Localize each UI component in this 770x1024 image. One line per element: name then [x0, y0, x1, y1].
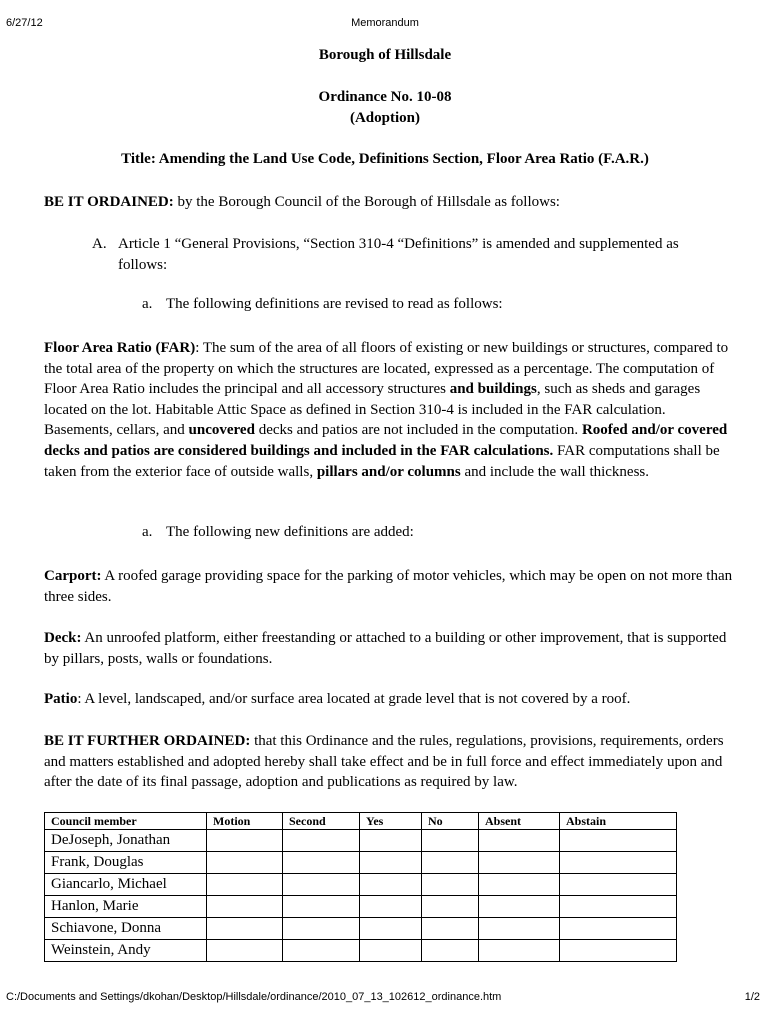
- item-a-marker: A.: [92, 236, 107, 252]
- carport-term: Carport:: [44, 568, 102, 584]
- vote-cell: [560, 918, 677, 940]
- column-header: Council member: [45, 813, 207, 830]
- council-member-name: Weinstein, Andy: [45, 940, 207, 962]
- vote-cell: [560, 874, 677, 896]
- print-date: 6/27/12: [6, 17, 43, 29]
- ordinance-title: Title: Amending the Land Use Code, Definitions Section, Floor Area Ratio (F.A.R.): [121, 151, 649, 167]
- vote-cell: [560, 830, 677, 852]
- vote-cell: [560, 940, 677, 962]
- table-row: [45, 830, 677, 852]
- column-header: Absent: [479, 813, 560, 830]
- table-row: [45, 918, 677, 940]
- ordained-text: by the Borough Council of the Borough of Hillsdale as follows:: [173, 194, 560, 210]
- vote-cell: [207, 918, 283, 940]
- further-ordained-label: BE IT FURTHER ORDAINED:: [44, 733, 251, 749]
- print-page-number: 1/2: [744, 991, 760, 1003]
- vote-cell: [422, 852, 479, 874]
- further-ordained-text: that this Ordinance and the rules, regulations, provisions, requirements, orders and matters established and adopted hereby shall take effect and be in full force and effect immediately upon and after the date of its final passage, adoption and publications as required by law.: [44, 733, 724, 791]
- vote-cell: [560, 896, 677, 918]
- item-a-text: Article 1 “General Provisions, “Section 310-4 “Definitions” is amended and supplemented as follows:: [118, 236, 679, 273]
- table-row: [45, 896, 677, 918]
- vote-cell: [283, 940, 360, 962]
- council-member-name: Schiavone, Donna: [45, 918, 207, 940]
- ordinance-number: Ordinance No. 10-08: [318, 89, 452, 105]
- far-text-5: and include the wall thickness.: [460, 463, 650, 480]
- column-header: Second: [283, 813, 360, 830]
- ordained-paragraph: [44, 192, 734, 213]
- print-title: Memorandum: [351, 17, 419, 29]
- council-member-name: Giancarlo, Michael: [45, 874, 207, 896]
- vote-cell: [479, 830, 560, 852]
- far-bold-1: and buildings: [449, 381, 537, 398]
- council-member-name: Frank, Douglas: [45, 852, 207, 874]
- vote-cell: [207, 852, 283, 874]
- patio-definition: [44, 689, 734, 710]
- vote-cell: [479, 874, 560, 896]
- vote-cell: [283, 874, 360, 896]
- sub-a-text: The following definitions are revised to read as follows:: [166, 296, 503, 312]
- far-text-4: FAR computations shall be taken from the exterior face of outside walls,: [44, 442, 720, 480]
- far-text-3: decks and patios are not included in the computation.: [254, 422, 582, 439]
- far-text-1: : The sum of the area of all floors of existing or new buildings or structures, compared to the total area of the property on which the structures are located, expressed as a percentage. The computation of Floor Area Ratio includes the principal and all accessory structures: [44, 340, 729, 398]
- table-row: [45, 852, 677, 874]
- vote-cell: [283, 852, 360, 874]
- patio-term: Patio: [44, 691, 78, 707]
- vote-cell: [360, 896, 422, 918]
- vote-cell: [207, 940, 283, 962]
- column-header: Yes: [360, 813, 422, 830]
- vote-cell: [207, 830, 283, 852]
- borough-heading: Borough of Hillsdale: [318, 47, 452, 63]
- council-member-name: Hanlon, Marie: [45, 896, 207, 918]
- column-header: No: [422, 813, 479, 830]
- adoption-label: (Adoption): [349, 110, 420, 126]
- vote-cell: [360, 852, 422, 874]
- deck-definition: [44, 628, 734, 669]
- sub-b-text: The following new definitions are added:: [166, 524, 414, 540]
- sub-a-marker: a.: [142, 296, 153, 312]
- vote-cell: [479, 896, 560, 918]
- vote-cell: [422, 940, 479, 962]
- sub-b-marker: a.: [142, 524, 153, 540]
- vote-cell: [422, 918, 479, 940]
- vote-cell: [479, 940, 560, 962]
- vote-cell: [479, 918, 560, 940]
- table-header-row: [45, 813, 677, 830]
- far-text-2: , such as sheds and garages located on the lot. Habitable Attic Space as defined in Section 310-4 is included in the FAR calculation. Basements, cellars, and: [44, 381, 701, 439]
- table-row: [45, 940, 677, 962]
- vote-cell: [360, 940, 422, 962]
- vote-cell: [422, 874, 479, 896]
- vote-cell: [207, 874, 283, 896]
- council-member-name: DeJoseph, Jonathan: [45, 830, 207, 852]
- column-header: Motion: [207, 813, 283, 830]
- vote-cell: [360, 918, 422, 940]
- carport-definition: [44, 566, 734, 607]
- vote-cell: [283, 918, 360, 940]
- vote-cell: [560, 852, 677, 874]
- deck-term: Deck:: [44, 630, 82, 646]
- far-term: Floor Area Ratio (FAR): [44, 340, 196, 356]
- patio-text: : A level, landscaped, and/or surface area located at grade level that is not covered by a roof.: [77, 691, 631, 707]
- vote-cell: [479, 852, 560, 874]
- far-bold-3: Roofed and/or covered decks and patios are considered buildings and included in the FAR calculations.: [44, 422, 728, 459]
- deck-text: An unroofed platform, either freestanding or attached to a building or other improvement, that is supported by pillars, posts, walls or foundations.: [44, 630, 727, 667]
- council-vote-table: [44, 812, 677, 962]
- table-row: [45, 874, 677, 896]
- far-definition: [44, 338, 734, 482]
- vote-cell: [360, 830, 422, 852]
- print-file-path: C:/Documents and Settings/dkohan/Desktop/Hillsdale/ordinance/2010_07_13_102612_ordinance.htm: [6, 991, 502, 1003]
- vote-cell: [283, 830, 360, 852]
- ordained-label: BE IT ORDAINED:: [44, 194, 174, 210]
- vote-cell: [422, 830, 479, 852]
- column-header: Abstain: [560, 813, 677, 830]
- vote-cell: [422, 896, 479, 918]
- further-ordained-paragraph: [44, 731, 734, 793]
- vote-cell: [207, 896, 283, 918]
- vote-cell: [360, 874, 422, 896]
- vote-cell: [283, 896, 360, 918]
- far-bold-2: uncovered: [188, 422, 255, 439]
- far-bold-4: pillars and/or columns: [316, 463, 461, 480]
- carport-text: A roofed garage providing space for the parking of motor vehicles, which may be open on not more than three sides.: [44, 568, 733, 605]
